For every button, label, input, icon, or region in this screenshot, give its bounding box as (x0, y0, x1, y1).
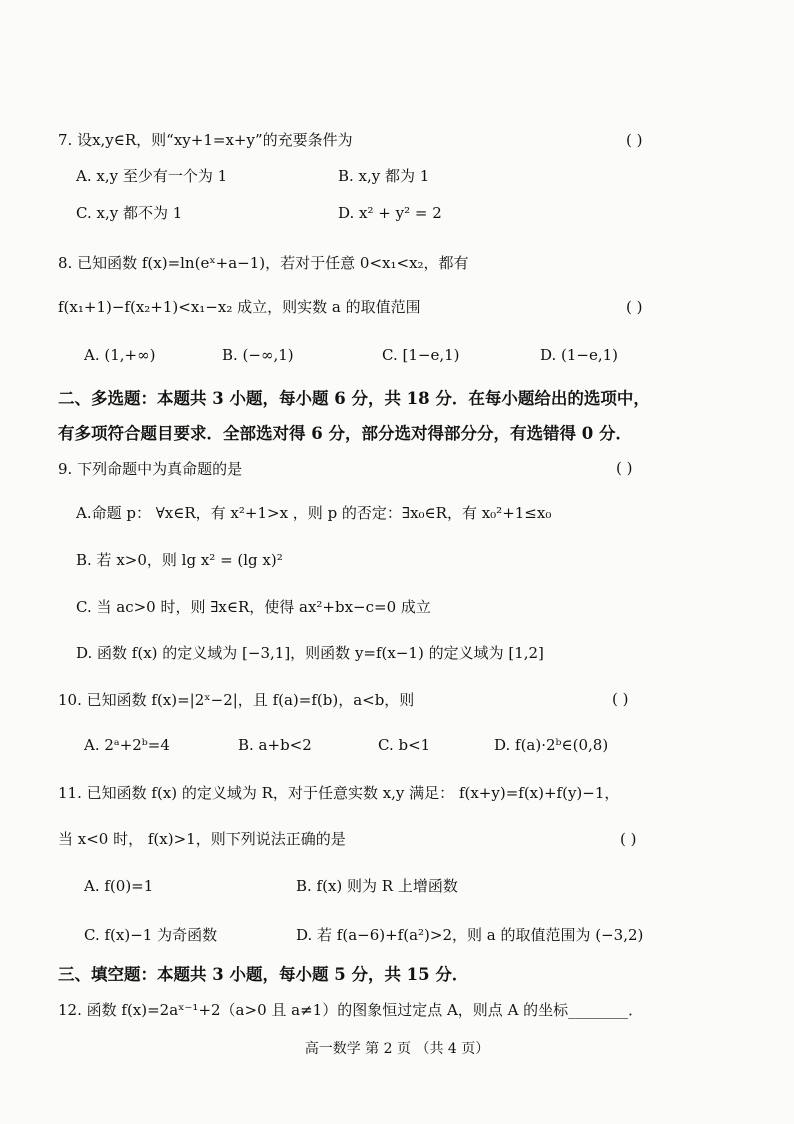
q7-answer-paren: ( ) (626, 131, 643, 149)
page-footer: 高一数学 第 2 页 （共 4 页） (304, 1041, 490, 1057)
q8-stem: 8. 已知函数 f(x)=ln(eˣ+a−1)，若对于任意 0<x₁<x₂，都有 (58, 254, 469, 272)
q10-option-a: A. 2ᵃ+2ᵇ=4 (84, 736, 170, 754)
q7-option-a: A. x,y 至少有一个为 1 (76, 167, 228, 185)
q8-stem-continued: f(x₁+1)−f(x₂+1)<x₁−x₂ 成立，则实数 a 的取值范围 (58, 298, 421, 316)
q7-stem: 7. 设x,y∈R，则“xy+1=x+y”的充要条件为 (58, 131, 353, 149)
q11-answer-paren: ( ) (620, 830, 637, 848)
q9-option-d: D. 函数 f(x) 的定义域为 [−3,1]，则函数 y=f(x−1) 的定义域为 [1,2] (76, 644, 544, 662)
q9-stem: 9. 下列命题中为真命题的是 (58, 460, 243, 478)
q10-answer-paren: ( ) (612, 690, 629, 708)
q11-option-a: A. f(0)=1 (84, 877, 154, 895)
q9-answer-paren: ( ) (616, 459, 633, 477)
q12-stem: 12. 函数 f(x)=2aˣ⁻¹+2（a>0 且 a≠1）的图象恒过定点 A，则点 A 的坐标________． (58, 1001, 644, 1019)
q8-option-c: C. [1−e,1) (382, 346, 460, 364)
q11-stem: 11. 已知函数 f(x) 的定义域为 R，对于任意实数 x,y 满足： f(x+y)=f(x)+f(y)−1， (58, 784, 620, 802)
q9-option-c: C. 当 ac>0 时，则 ∃x∈R，使得 ax²+bx−c=0 成立 (76, 598, 431, 616)
q10-option-d: D. f(a)·2ᵇ∈(0,8) (494, 736, 609, 754)
q11-stem-continued: 当 x<0 时， f(x)>1，则下列说法正确的是 (58, 830, 346, 848)
section-3-title: 三、填空题：本题共 3 小题，每小题 5 分，共 15 分． (58, 965, 469, 984)
q10-option-b: B. a+b<2 (238, 736, 312, 754)
q11-option-c: C. f(x)−1 为奇函数 (84, 926, 218, 944)
q7-option-c: C. x,y 都不为 1 (76, 204, 183, 222)
q7-option-b: B. x,y 都为 1 (338, 167, 430, 185)
q7-option-d: D. x² + y² = 2 (338, 204, 442, 222)
q8-option-b: B. (−∞,1) (222, 346, 294, 364)
q9-option-b: B. 若 x>0，则 lg x² = (lg x)² (76, 551, 283, 569)
q9-option-a: A.命题 p： ∀x∈R，有 x²+1>x ，则 p 的否定：∃x₀∈R，有 x₀²+1≤x₀ (76, 504, 552, 522)
section-2-title: 二、多选题：本题共 3 小题，每小题 6 分，共 18 分．在每小题给出的选项中， (58, 389, 650, 408)
q10-stem: 10. 已知函数 f(x)=|2ˣ−2|，且 f(a)=f(b)，a<b，则 (58, 691, 415, 709)
q10-option-c: C. b<1 (378, 736, 431, 754)
q11-option-b: B. f(x) 则为 R 上增函数 (296, 877, 458, 895)
section-2-instructions: 有多项符合题目要求．全部选对得 6 分，部分选对得部分分，有选错得 0 分． (58, 424, 632, 443)
q8-option-a: A. (1,+∞) (84, 346, 156, 364)
q11-option-d: D. 若 f(a−6)+f(a²)>2，则 a 的取值范围为 (−3,2) (296, 926, 644, 944)
q8-answer-paren: ( ) (626, 298, 643, 316)
q8-option-d: D. (1−e,1) (540, 346, 619, 364)
